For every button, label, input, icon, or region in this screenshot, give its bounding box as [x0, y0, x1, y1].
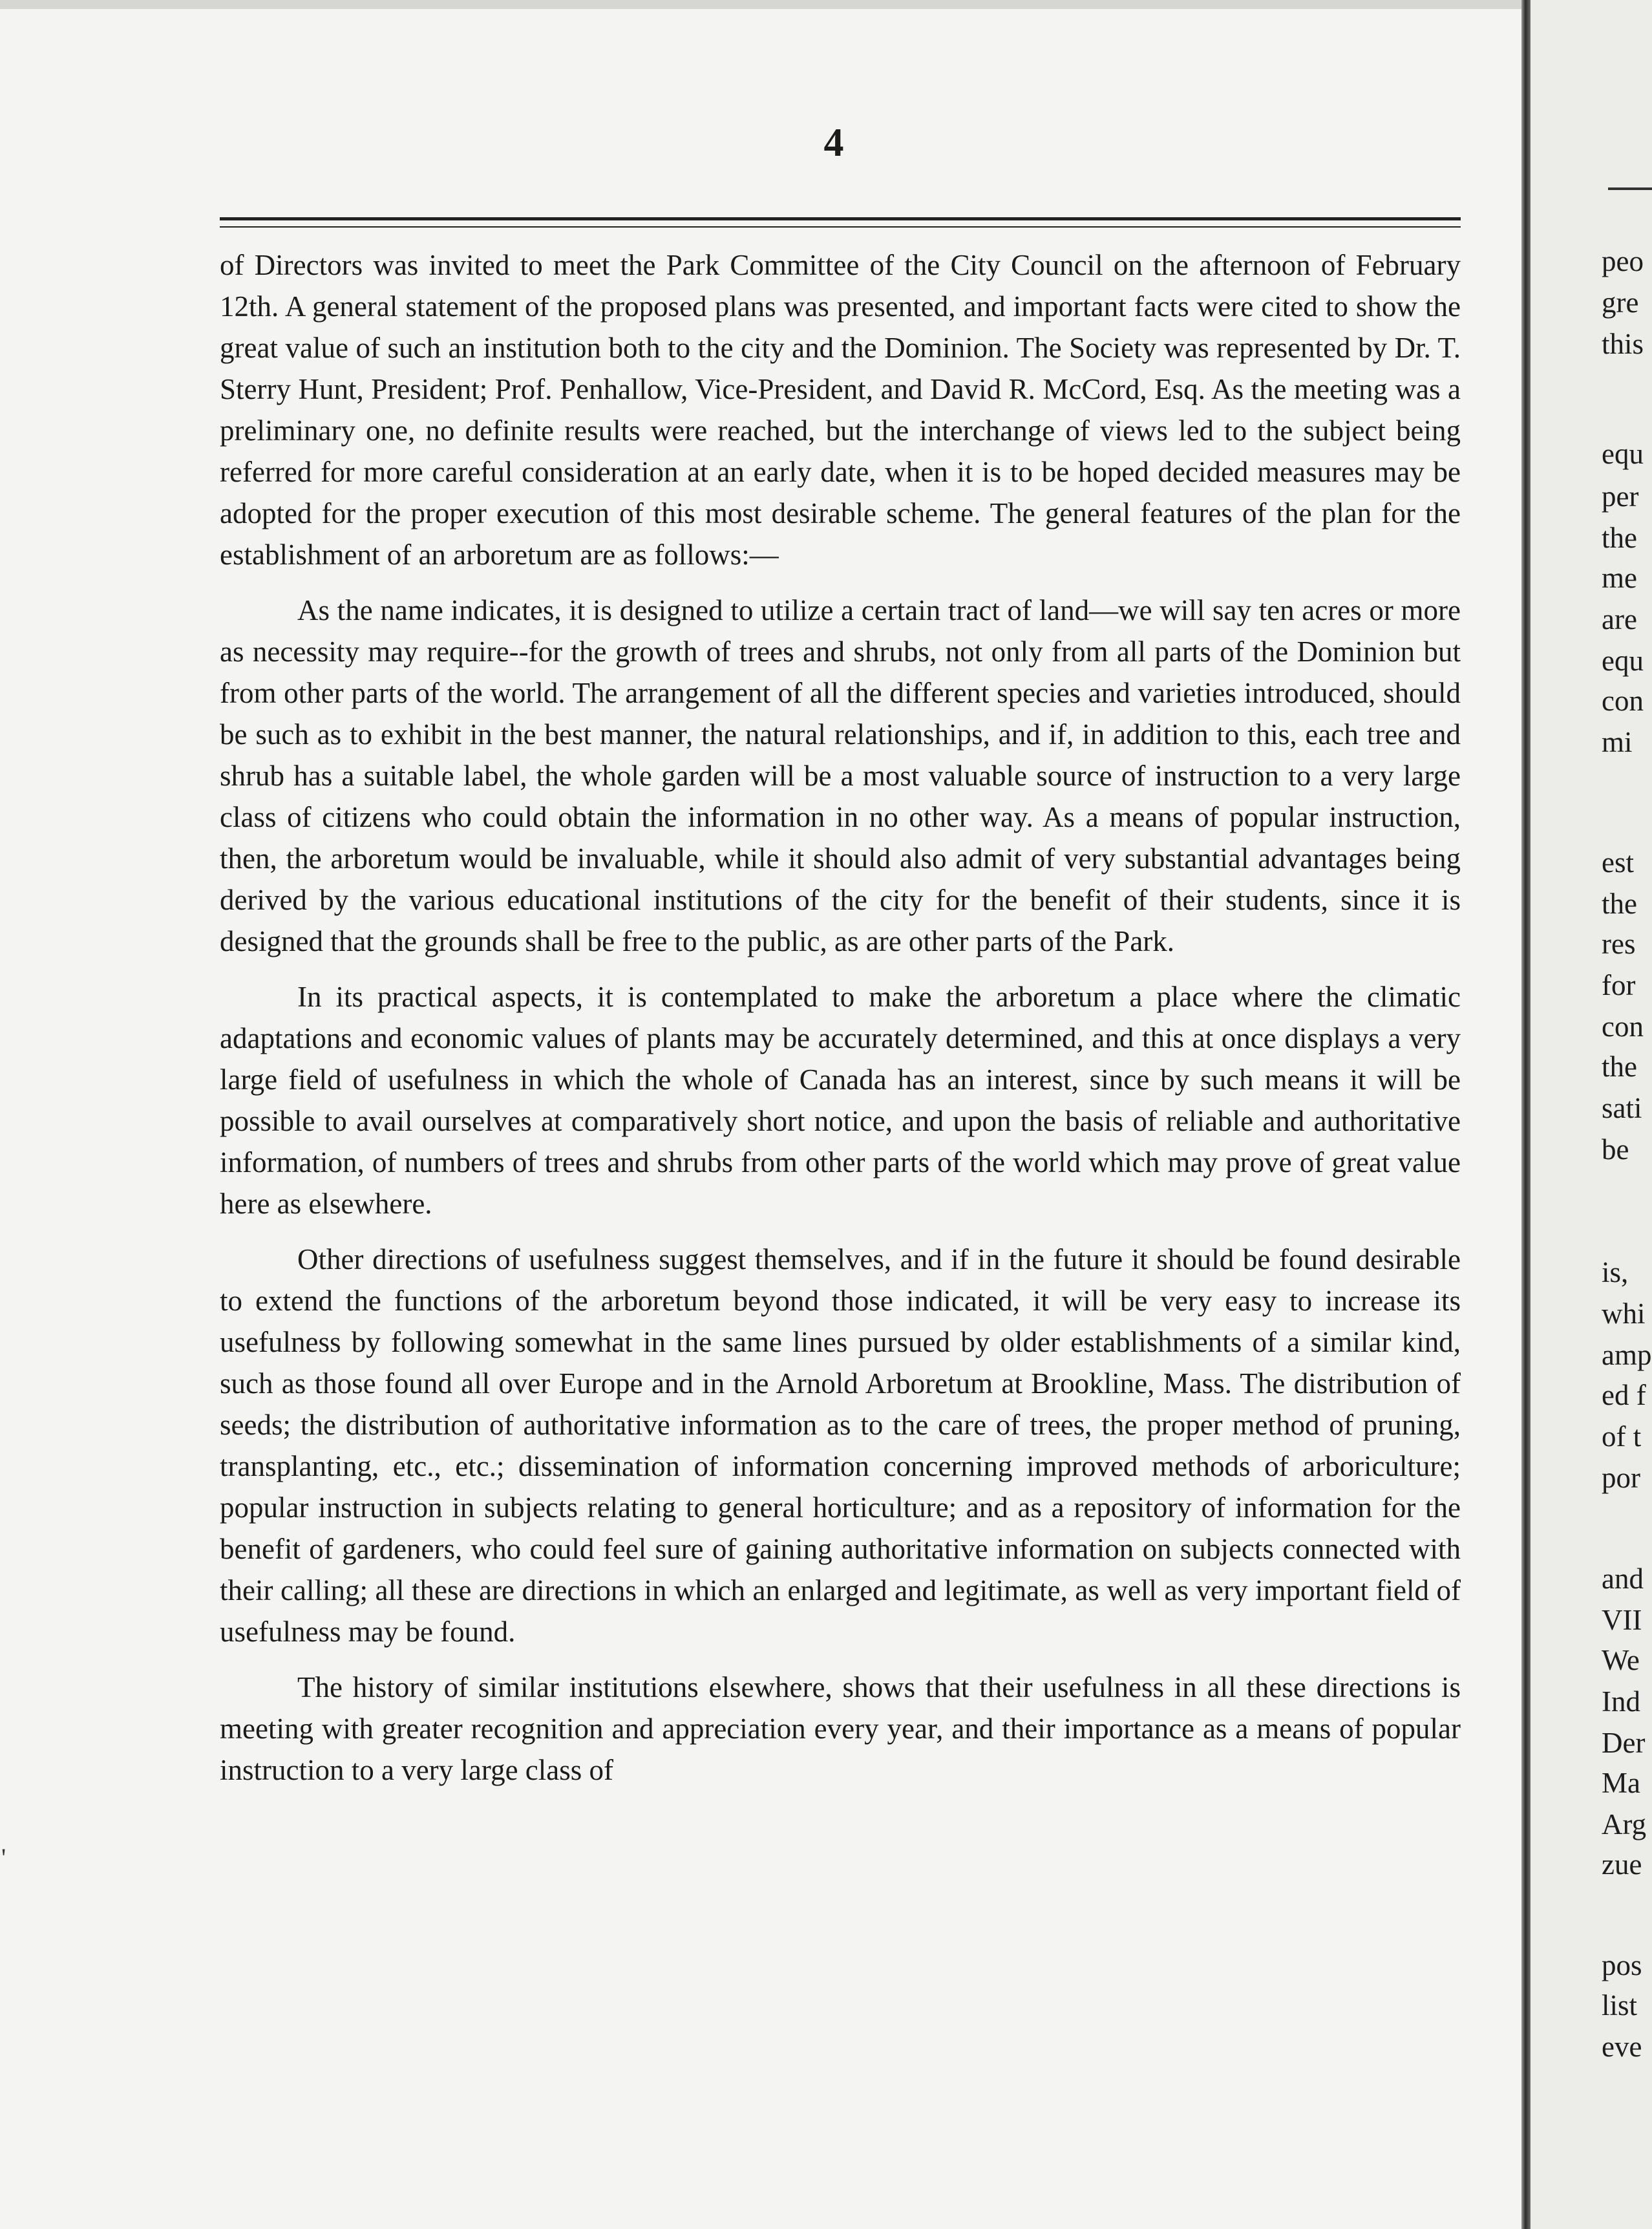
header-rule-thin [220, 226, 1461, 228]
adjacent-page-line: be [1602, 1133, 1629, 1166]
adjacent-page-line: gre [1602, 286, 1639, 319]
adjacent-page-line: eve [1602, 2031, 1642, 2063]
page-number: 4 [823, 121, 844, 165]
adjacent-page-line: con [1602, 685, 1644, 717]
adjacent-page-line: Der [1602, 1727, 1646, 1759]
adjacent-page-line: por [1602, 1462, 1640, 1494]
adjacent-page-line: We [1602, 1644, 1640, 1676]
adjacent-page-line: Arg [1602, 1808, 1647, 1840]
adjacent-page-line: whi [1602, 1297, 1646, 1330]
book-gutter [1521, 0, 1530, 2229]
adjacent-page-line: the [1602, 888, 1637, 920]
adjacent-page-line: VII [1602, 1604, 1642, 1636]
adjacent-page-line: equ [1602, 438, 1644, 470]
header-rule [220, 217, 1461, 220]
margin-mark: ' [1, 1843, 6, 1872]
adjacent-page-line: con [1602, 1010, 1644, 1043]
adjacent-page-rule [1608, 187, 1652, 190]
adjacent-page-line: zue [1602, 1848, 1642, 1881]
adjacent-page-line: is, [1602, 1256, 1629, 1288]
adjacent-page-line: list [1602, 1989, 1638, 2021]
paragraph-continued: of Directors was invited to meet the Park Committee of the City Council on the afternoon of February 12th. A general statement of the proposed plans was presented, and important facts were cited to show the great value of such an institution both to the city and the Dominion. The Society was represented by Dr. T. Sterry Hunt, President; Prof. Penhallow, Vice-President, and David R. McCord, Esq. As the meeting was a preliminary one, no definite results were reached, but the interchange of views led to the subject being referred for more careful consideration at an early date, when it is to be hoped decided measures may be adopted for the proper execution of this most desirable scheme. The general features of the plan for the establishment of an arboretum are as follows:— [220, 249, 1461, 571]
adjacent-page-line: and [1602, 1562, 1644, 1595]
adjacent-page-line: per [1602, 480, 1639, 513]
adjacent-page-line: me [1602, 562, 1637, 594]
adjacent-page-line: for [1602, 969, 1636, 1001]
adjacent-page-line: the [1602, 1051, 1637, 1083]
body-text [220, 244, 1461, 1805]
scan-edge-top [0, 0, 1652, 9]
adjacent-page-line: Ma [1602, 1767, 1640, 1799]
adjacent-page-line: are [1602, 603, 1637, 635]
adjacent-page-line: sati [1602, 1092, 1642, 1124]
adjacent-page-line: Ind [1602, 1685, 1640, 1718]
paragraph: The history of similar institutions elsewhere, shows that their usefulness in all these directions is meeting with greater recognition and appreciation every year, and their importance as a means of popular instruction to a very large class of [220, 1671, 1461, 1786]
adjacent-page-line: the [1602, 522, 1637, 554]
paragraph: In its practical aspects, it is contemplated to make the arboretum a place where the climatic adaptations and economic values of plants may be accurately determined, and this at once displays a very large field of usefulness in which the whole of Canada has an interest, since by such means it will be possible to avail ourselves at comparatively short notice, and upon the basis of reliable and authoritative information, of numbers of trees and shrubs from other parts of the world which may prove of great value here as elsewhere. [220, 981, 1461, 1220]
adjacent-page-line: peo [1602, 245, 1644, 277]
adjacent-page-line: equ [1602, 645, 1644, 677]
paragraph: Other directions of usefulness suggest themselves, and if in the future it should be found desirable to extend the functions of the arboretum beyond those indicated, it will be very easy to increase its usefulness by following somewhat in the same lines pursued by older establishments of a similar kind, such as those found all over Europe and in the Arnold Arboretum at Brookline, Mass. The distribution of seeds; the distribution of authoritative information as to the care of trees, the proper method of pruning, transplanting, etc., etc.; dissemination of information concerning improved methods of arboriculture; popular instruction in subjects relating to general horticulture; and as a repository of information for the benefit of gardeners, who could feel sure of gaining authoritative information on subjects connected with their calling; all these are directions in which an enlarged and legitimate, as well as very important field of usefulness may be found. [220, 1243, 1461, 1648]
adjacent-page-line: pos [1602, 1949, 1642, 1981]
adjacent-page-line: this [1602, 328, 1644, 360]
adjacent-page-line: amp [1602, 1339, 1652, 1371]
paragraph: As the name indicates, it is designed to utilize a certain tract of land—we will say ten acres or more as necessity may require--for the growth of trees and shrubs, not only from all parts of the Dominion but from other parts of the world. The arrangement of all the different species and varieties introduced, should be such as to exhibit in the best manner, the natural relationships, and if, in addition to this, each tree and shrub has a suitable label, the whole garden will be a most valuable source of instruction to a very large class of citizens who could obtain the information in no other way. As a means of popular instruction, then, the arboretum would be invaluable, while it should also admit of very substantial advantages being derived by the various educational institutions of the city for the benefit of their students, since it is designed that the grounds shall be free to the public, as are other parts of the Park. [220, 594, 1461, 957]
adjacent-page-line: est [1602, 846, 1634, 879]
adjacent-page-line: res [1602, 928, 1636, 960]
adjacent-page [1530, 0, 1652, 2229]
adjacent-page-line: ed f [1602, 1379, 1646, 1411]
adjacent-page-line: of t [1602, 1420, 1642, 1453]
adjacent-page-line: mi [1602, 726, 1633, 758]
